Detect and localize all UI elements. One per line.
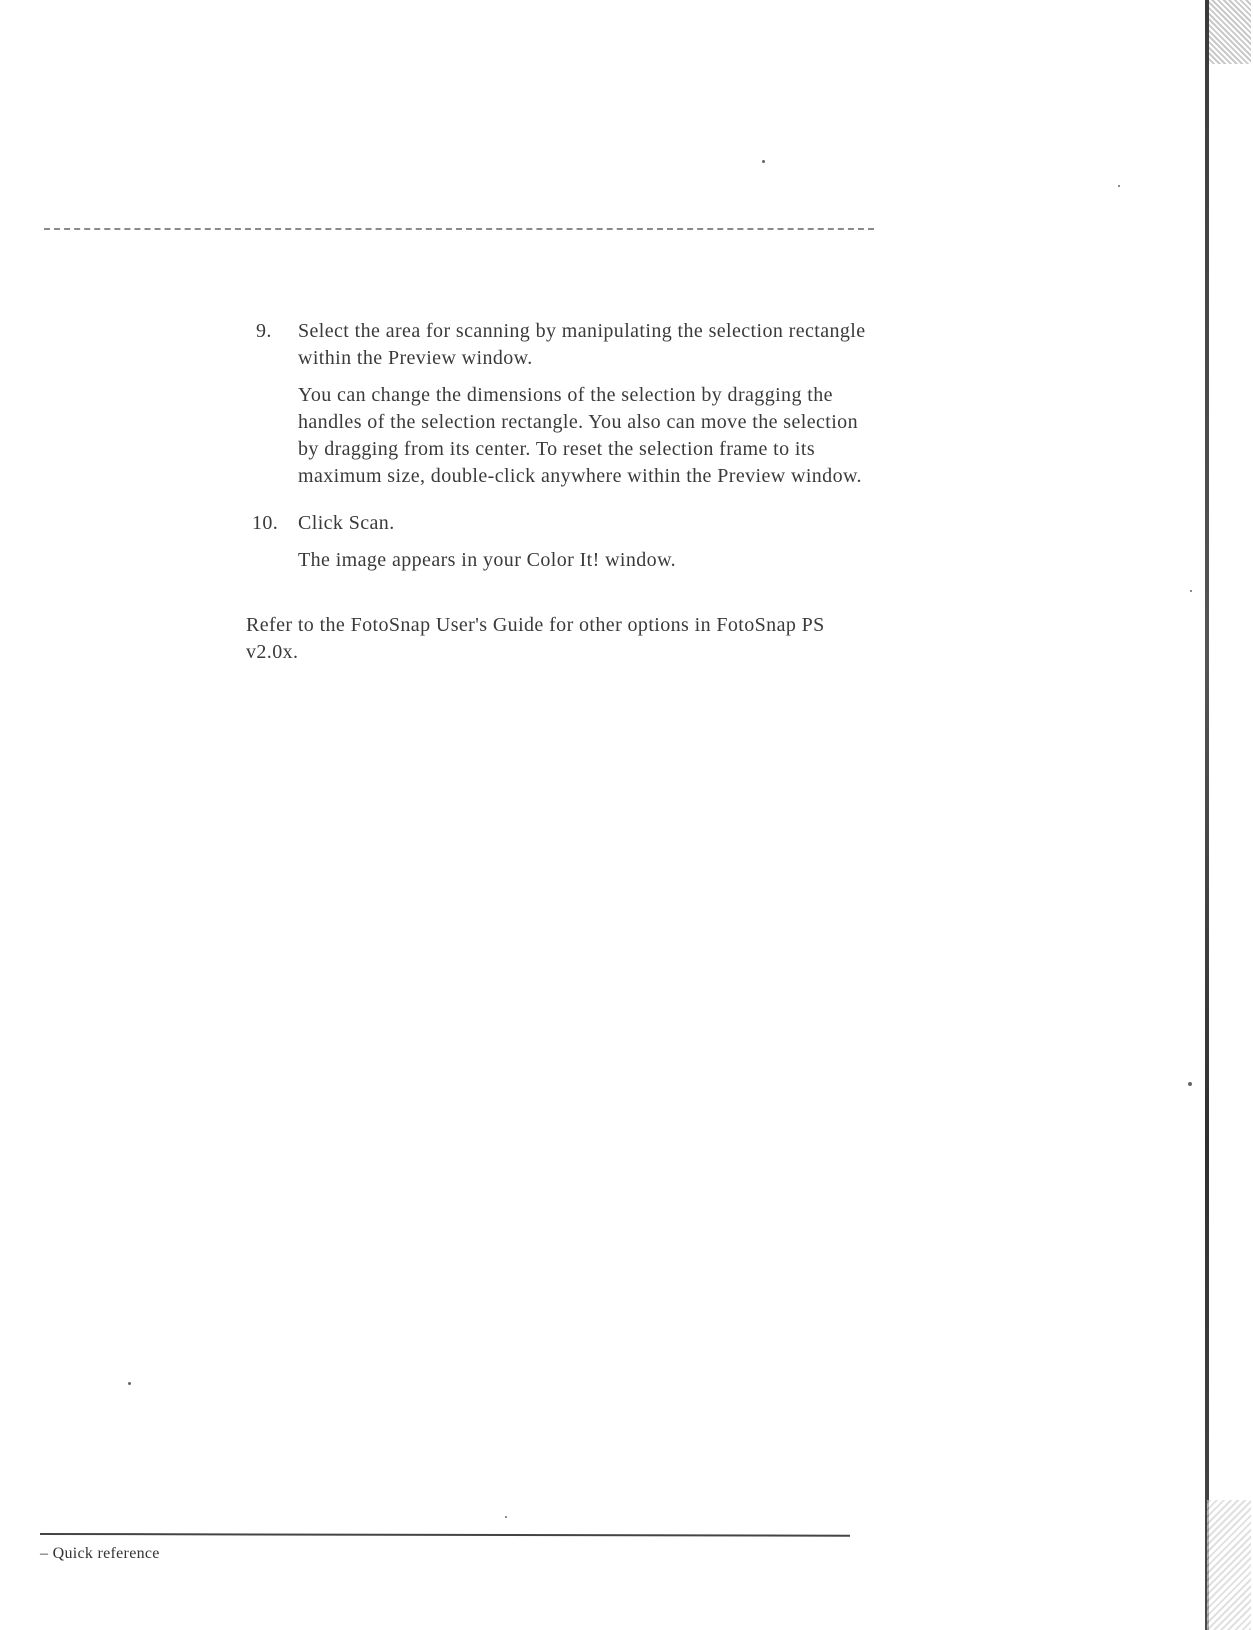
step-title: Click Scan. (298, 512, 395, 534)
step-item (256, 318, 866, 490)
instructions-block (246, 318, 866, 666)
scan-speck (1188, 1082, 1192, 1086)
step-number: 9. (256, 320, 272, 342)
scan-speck (1118, 185, 1120, 187)
scan-speck (1190, 590, 1192, 592)
closing-paragraph: Refer to the FotoSnap User's Guide for other options in FotoSnap PS v2.0x. (246, 614, 825, 663)
footer-section-label: – Quick reference (40, 1545, 160, 1562)
scan-speck (128, 1382, 131, 1385)
scan-noise-bottom (1207, 1500, 1251, 1630)
step-title: Select the area for scanning by manipulating the selection rectangle within the Preview window. (298, 320, 866, 369)
step-body: The image appears in your Color It! window. (298, 549, 677, 571)
step-number: 10. (252, 512, 279, 534)
step-body: You can change the dimensions of the selection by dragging the handles of the selection rectangle. You also can move the selection by dragging from its center. To reset the selection frame to its maximum size, double-click anywhere within the Preview window. (298, 384, 862, 487)
scan-edge-strip (1189, 0, 1253, 1630)
step-item (252, 510, 866, 574)
scan-noise-top (1207, 0, 1251, 64)
footer-rule (40, 1533, 850, 1537)
scan-edge-line (1205, 0, 1209, 1630)
top-dashed-rule (44, 228, 874, 230)
scan-speck (762, 160, 765, 163)
scan-speck (505, 1516, 507, 1518)
